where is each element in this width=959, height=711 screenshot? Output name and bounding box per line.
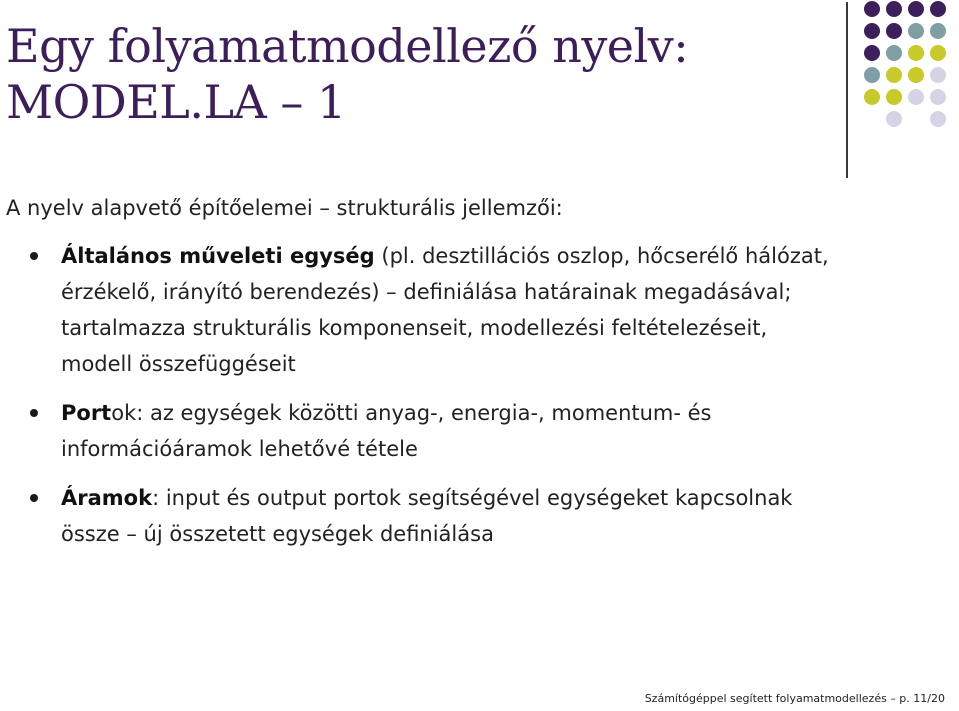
bullet-dot-icon (30, 494, 38, 502)
decor-dot (886, 111, 902, 127)
decor-dot (930, 45, 946, 61)
bullet-dot-icon (30, 409, 38, 417)
bullet-text: : input és output portok segítségével egységeket kapcsolnak össze – új összetett egységek definiálása (61, 486, 793, 546)
decor-dot (886, 67, 902, 83)
intro-text: A nyelv alapvető építőelemei – strukturális jellemzői: (6, 196, 563, 220)
decor-dot (886, 45, 902, 61)
page-title-line-2: MODEL.LA – 1 (6, 75, 346, 129)
bullet-dot-icon (30, 252, 38, 260)
decor-dot (864, 89, 880, 105)
bullet-item (0, 238, 840, 382)
decor-dot (864, 23, 880, 39)
decor-dot (908, 67, 924, 83)
decor-dot (930, 1, 946, 17)
decor-dot (886, 1, 902, 17)
vertical-divider (846, 2, 848, 178)
decor-dot (864, 45, 880, 61)
decor-dot (930, 89, 946, 105)
bullet-text: (pl. desztillációs oszlop, hőcserélő hálózat, érzékelő, irányító berendezés) – definiálása határainak megadásával; tartalmazza strukturális komponenseit, modellezési feltételezéseit, modell összefüggéseit (61, 244, 829, 376)
decor-dot (864, 1, 880, 17)
decorative-dot-grid (860, 0, 959, 160)
bullet-term: Általános műveleti egység (61, 244, 375, 268)
decor-dot (864, 67, 880, 83)
decor-dot (930, 111, 946, 127)
slide-footer: Számítógéppel segített folyamatmodellezés – p. 11/20 (644, 692, 945, 705)
decor-dot (930, 67, 946, 83)
bullet-item (0, 395, 840, 467)
bullet-term: Port (61, 401, 112, 425)
decor-dot (908, 89, 924, 105)
decor-dot (908, 1, 924, 17)
decor-dot (908, 23, 924, 39)
decor-dot (886, 89, 902, 105)
bullet-text: ok: az egységek közötti anyag-, energia-, momentum- és információáramok lehetővé tétele (61, 401, 712, 461)
bullet-list (0, 238, 840, 565)
bullet-term: Áramok (61, 486, 153, 510)
page-title (6, 18, 688, 130)
page-title-line-1: Egy folyamatmodellező nyelv: (6, 19, 689, 73)
decor-dot (908, 45, 924, 61)
decor-dot (930, 23, 946, 39)
bullet-item (0, 480, 840, 552)
decor-dot (886, 23, 902, 39)
